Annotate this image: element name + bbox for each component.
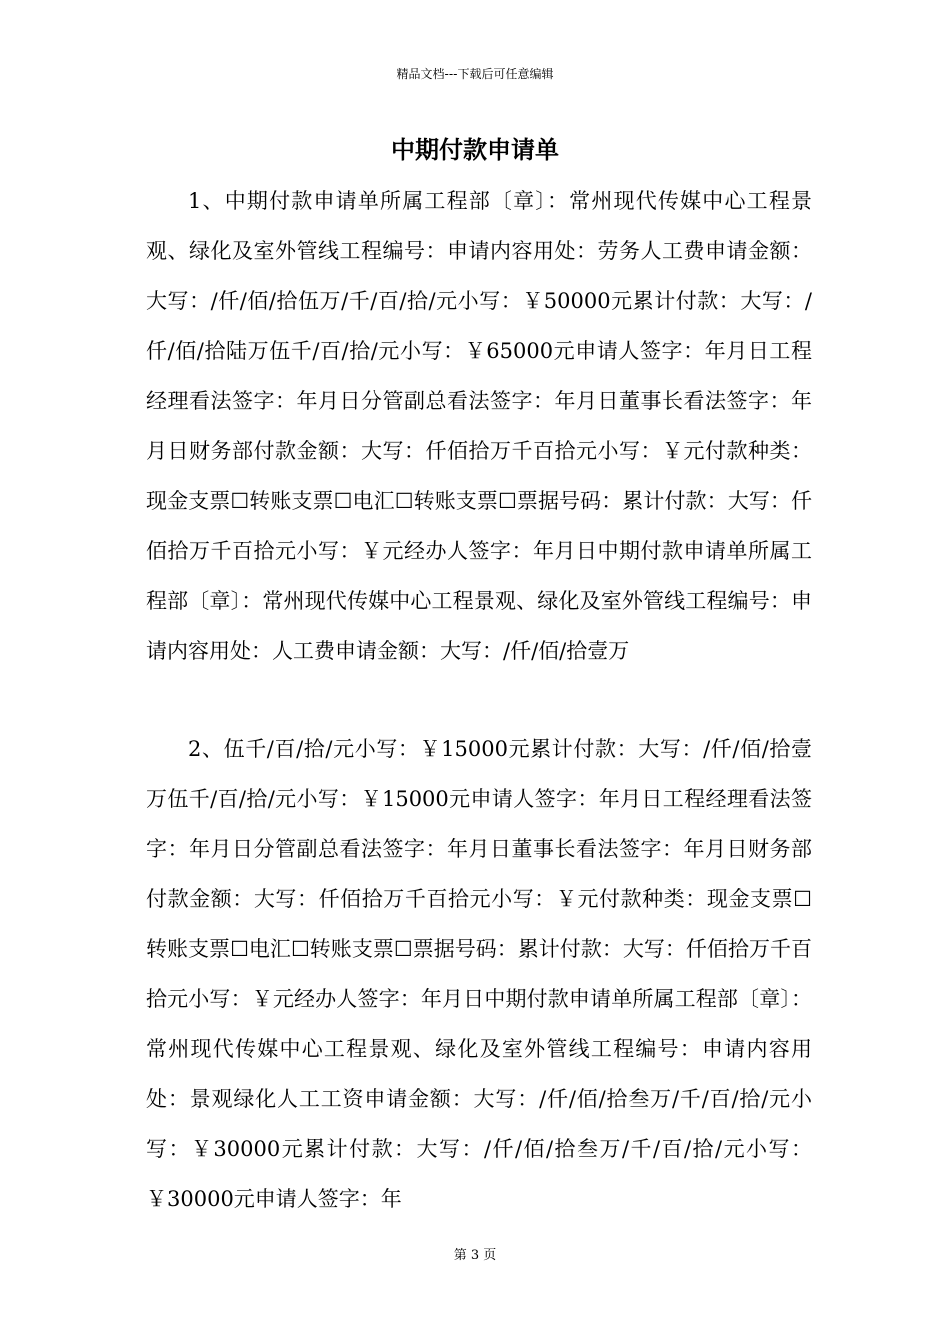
page-number: 第 3 页 [453, 1248, 497, 1263]
document-title: 中期付款申请单 [391, 136, 559, 164]
paragraph-1: 1、中期付款申请单所属工程部〔章〕：常州现代传媒中心工程景观、绿化及室外管线工程编号：申请内容用处：劳务人工费申请金额：大写：/仟/佰/拾伍万/千/百/拾/元小写：￥50000元累计付款：大写：/仟/佰/拾陆万伍千/百/拾/元小写：￥65000元申请人签字：年月日工程经理看法签字：年月日分管副总看法签字：年月日董事长看法签字：年月日财务部付款金额：大写：仟佰拾万千百拾元小写：￥元付款种类：现金支票☐转账支票☐电汇☐转账支票☐票据号码：累计付款：大写：仟佰拾万千百拾元小写：￥元经办人签字：年月日中期付款申请单所属工程部〔章〕：常州现代传媒中心工程景观、绿化及室外管线工程编号：申请内容用处：人工费申请金额：大写：/仟/佰/拾壹万 [146, 189, 812, 663]
paragraph-2: 2、伍千/百/拾/元小写：￥15000元累计付款：大写：/仟/佰/拾壹万伍千/百/拾/元小写：￥15000元申请人签字：年月日工程经理看法签字：年月日分管副总看法签字：年月日董事长看法签字：年月日财务部付款金额：大写：仟佰拾万千百拾元小写：￥元付款种类：现金支票☐转账支票☐电汇☐转账支票☐票据号码：累计付款：大写：仟佰拾万千百拾元小写：￥元经办人签字：年月日中期付款申请单所属工程部〔章〕：常州现代传媒中心工程景观、绿化及室外管线工程编号：申请内容用处：景观绿化人工工资申请金额：大写：/仟/佰/拾叁万/千/百/拾/元小写：￥30000元累计付款：大写：/仟/佰/拾叁万/千/百/拾/元小写：￥30000元申请人签字：年 [146, 737, 812, 1211]
page-header: 精品文档---下载后可任意编辑 [396, 67, 554, 81]
